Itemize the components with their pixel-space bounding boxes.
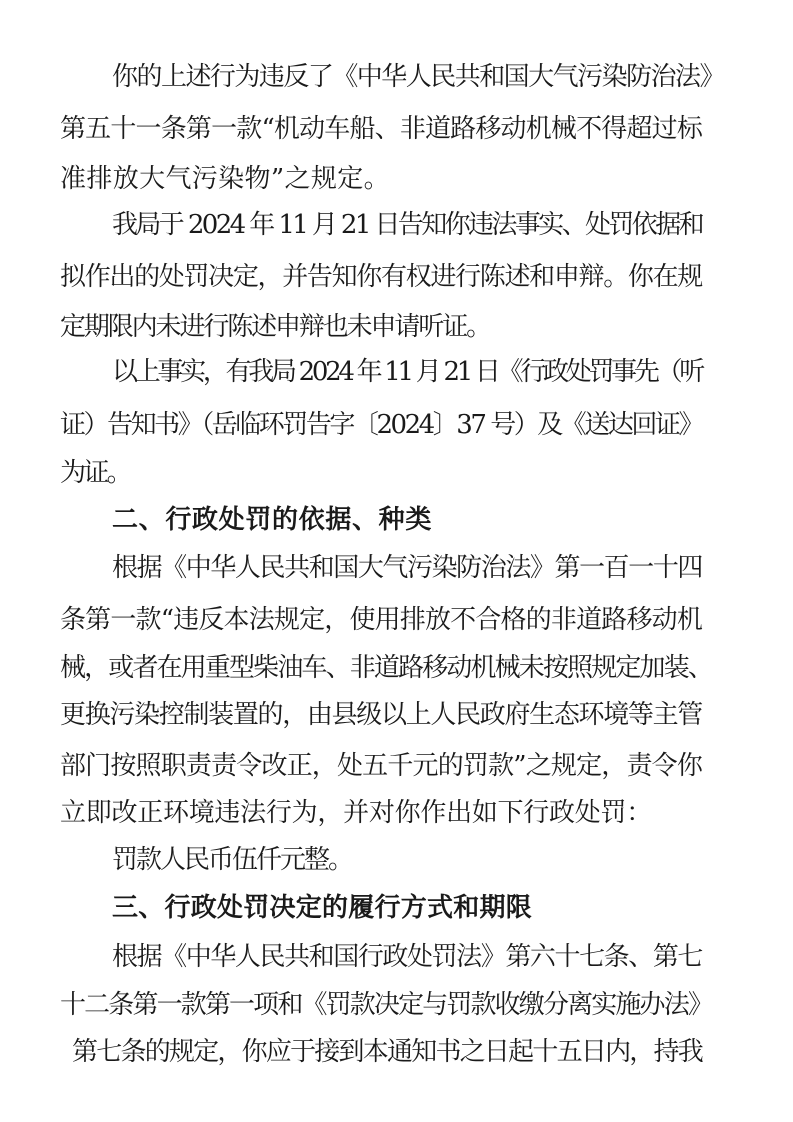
paragraph-5-line-2: 十二条第一款第一项和《罚款决定与罚款收缴分离实施办法》 (60, 990, 712, 1020)
paragraph-3-line-1: 以上事实，有我局 2024 年 11 月 21 日《行政处罚事先（听 (112, 357, 702, 387)
section-heading-2: 二、行政处罚的依据、种类 (112, 505, 432, 535)
paragraph-5-line-3: 第七条的规定，你应于接到本通知书之日起十五日内，持我 (72, 1037, 702, 1067)
paragraph-3-line-3: 为证。 (60, 458, 130, 488)
paragraph-2-line-2: 拟作出的处罚决定，并告知你有权进行陈述和申辩。你在规 (60, 262, 702, 292)
paragraph-4-line-4: 更换污染控制装置的，由县级以上人民政府生态环境等主管 (60, 700, 702, 730)
paragraph-2-line-3: 定期限内未进行陈述申辩也未申请听证。 (60, 312, 490, 342)
penalty-line: 罚款人民币伍仟元整。 (112, 845, 352, 875)
paragraph-4-line-3: 械，或者在用重型柴油车、非道路移动机械未按照规定加装、 (60, 653, 712, 683)
paragraph-1-line-3: 准排放大气污染物”之规定。 (60, 164, 390, 194)
paragraph-4-line-5: 部门按照职责责令改正，处五千元的罚款”之规定，责令你 (60, 751, 702, 781)
paragraph-4-line-6: 立即改正环境违法行为，并对你作出如下行政处罚： (60, 798, 652, 828)
paragraph-4-line-1: 根据《中华人民共和国大气污染防治法》第一百一十四 (112, 553, 702, 583)
paragraph-1-line-1: 你的上述行为违反了《中华人民共和国大气污染防治法》 (112, 62, 724, 92)
paragraph-3-line-2: 证）告知书》（岳临环罚告字〔2024〕37 号）及《送达回证》 (60, 410, 702, 440)
paragraph-2-line-1: 我局于 2024 年 11 月 21 日告知你违法事实、处罚依据和 (112, 210, 702, 240)
paragraph-4-line-2: 条第一款“违反本法规定，使用排放不合格的非道路移动机 (60, 605, 702, 635)
paragraph-1-line-2: 第五十一条第一款“机动车船、非道路移动机械不得超过标 (60, 114, 702, 144)
paragraph-5-line-1: 根据《中华人民共和国行政处罚法》第六十七条、第七 (112, 942, 702, 972)
section-heading-3: 三、行政处罚决定的履行方式和期限 (112, 893, 532, 923)
